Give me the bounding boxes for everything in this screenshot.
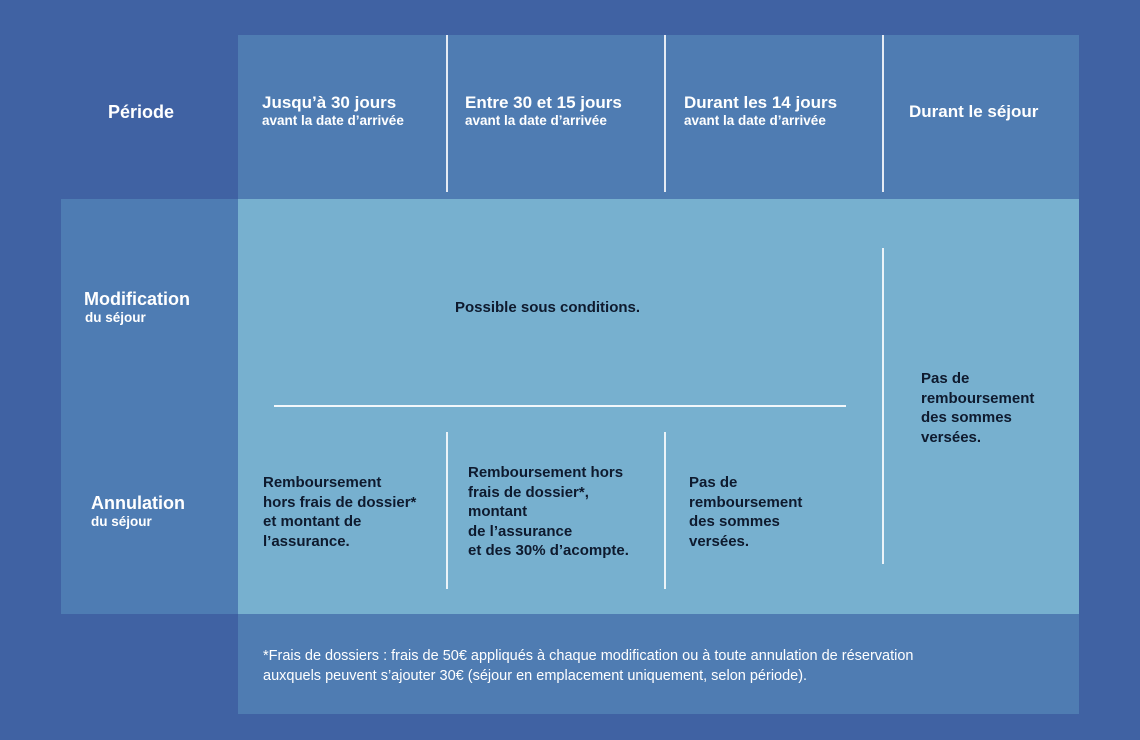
annulation-divider	[446, 432, 448, 589]
column-title: Entre 30 et 15 jours	[465, 93, 622, 112]
period-label: Période	[108, 102, 175, 122]
header-divider	[664, 35, 666, 192]
text-line: et montant de	[263, 513, 362, 530]
row-title: Modification	[84, 289, 190, 309]
column-subtitle: avant la date d’arrivée	[262, 113, 404, 128]
column-subtitle: avant la date d’arrivée	[465, 113, 607, 128]
footnote-line: auxquels peuvent s’ajouter 30€ (séjour en emplacement uniquement, selon période).	[263, 668, 808, 684]
text-line: de l’assurance	[468, 522, 573, 540]
row-label-annulation	[91, 493, 185, 530]
annulation-30-15-days-text	[468, 463, 629, 561]
text-line: des sommes	[689, 513, 780, 530]
column-title: Durant les 14 jours	[684, 93, 838, 112]
row-labels-background	[61, 199, 238, 614]
column-title: Durant le séjour	[909, 102, 1039, 121]
header-divider	[446, 35, 448, 192]
annulation-divider	[664, 432, 666, 589]
sejour-no-refund-text	[921, 369, 1034, 447]
text-line: versées.	[689, 532, 750, 550]
text-line: remboursement	[921, 389, 1035, 407]
text-line: montant	[468, 503, 528, 520]
row-subtitle: du séjour	[85, 310, 146, 325]
annulation-14-days-text	[689, 473, 802, 551]
footnote	[263, 646, 1063, 686]
row-label-modification	[84, 289, 190, 326]
footnote-line: *Frais de dossiers : frais de 50€ appliqués à chaque modification ou à toute annulation de réservation	[263, 648, 914, 664]
header-col-30-days	[262, 93, 404, 129]
header-col-sejour	[909, 102, 1038, 122]
text-line: remboursement	[689, 493, 803, 511]
row-subtitle: du séjour	[91, 514, 152, 529]
row-title: Annulation	[91, 493, 185, 513]
header-col-30-15-days	[465, 93, 622, 129]
text-line: Remboursement	[263, 474, 382, 491]
text-line: frais de dossier*,	[468, 483, 589, 501]
row-divider	[274, 405, 846, 407]
text-line: et des 30% d’acompte.	[468, 542, 629, 559]
annulation-30-days-text	[263, 473, 416, 551]
header-col-14-days	[684, 93, 837, 129]
modification-possible-text: Possible sous conditions.	[455, 299, 641, 316]
text-line: Pas de	[921, 370, 970, 387]
text-line: Remboursement hors	[468, 464, 624, 481]
column-subtitle: avant la date d’arrivée	[684, 113, 826, 128]
text-line: versées.	[921, 428, 982, 446]
text-line: des sommes	[921, 409, 1012, 426]
text-line: hors frais de dossier*	[263, 493, 417, 511]
column-title: Jusqu’à 30 jours	[262, 93, 397, 112]
text-line: Pas de	[689, 474, 738, 491]
sejour-column-divider	[882, 248, 884, 564]
header-divider	[882, 35, 884, 192]
text-line: l’assurance.	[263, 532, 350, 550]
